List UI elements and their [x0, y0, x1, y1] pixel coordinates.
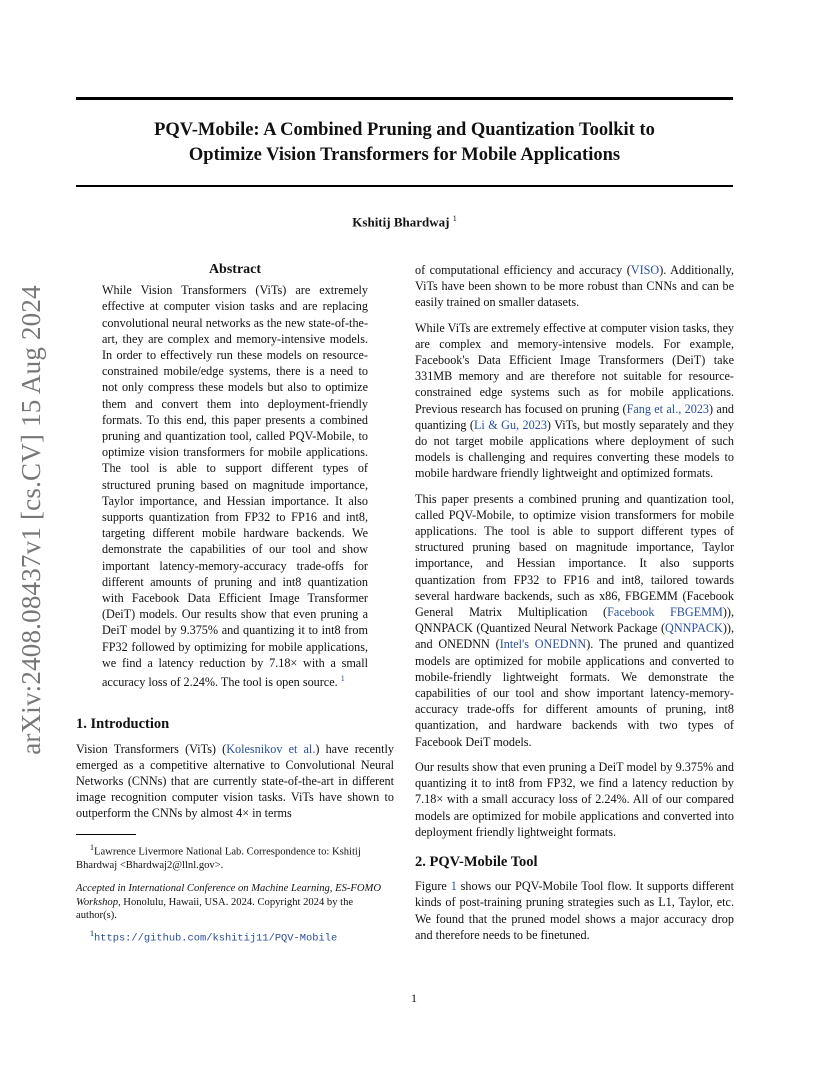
- title-line-2: Optimize Vision Transformers for Mobile Applications: [188, 145, 621, 165]
- title-bottom-rule: [76, 185, 733, 187]
- accepted-venue: Accepted in International Conference on Machine Learning, ES-FOMO Workshop: [76, 883, 381, 908]
- citation-li-gu[interactable]: Li & Gu, 2023: [473, 417, 547, 432]
- author-name: Kshitij Bhardwaj: [352, 214, 450, 230]
- title-top-rule: [76, 97, 733, 100]
- page-number: 1: [411, 991, 417, 1005]
- arxiv-stamp[interactable]: arXiv:2408.08437v1 [cs.CV] 15 Aug 2024: [16, 285, 46, 755]
- p2-text-d: ). The pruned and quantized models are optimized for mobile applications and converted to mobile-friendly lightweight formats. We demonstrate the capabilities of our tool and show important latency-memory-accuracy trade-offs for different amounts of pruning, int8 quantization, and hardware backends with two types of Facebook DeiT models.: [415, 637, 734, 749]
- url-mark: 1: [90, 929, 94, 939]
- introduction-heading: 1. Introduction: [76, 716, 170, 733]
- p4-text-a: Figure: [415, 879, 451, 894]
- abstract-text: [102, 282, 368, 690]
- p2-text-a: This paper presents a combined pruning and quantization tool, called PQV-Mobile, to optimize vision transformers for mobile applications. The tool is able to support different types of structured pruning based on magnitude importance, Taylor importance, and Hessian importance. It also supports quantization from FP32 to FP16 and int8, tailored towards several hardware backends, such as x86, FBGEMM (Facebook General Matrix Multiplication (: [415, 491, 734, 620]
- left-column: [76, 262, 394, 946]
- intro-text-b: ) have recently emerged as a competitive alternative to Convolutional Neural Networks (CNNs) that are currently state-of-the-art in different image recognition computer vision tasks. ViTs have shown to outperform the CNNs by almost 4× in terms: [76, 741, 394, 821]
- right-paragraph-2: [415, 491, 734, 750]
- abstract-body: While Vision Transformers (ViTs) are extremely effective at computer vision tasks and are replacing convolutional neural networks as the new state-of-the-art, they are complex and memory-intensive models. In order to effectively run these models on resource-constrained mobile/edge systems, there is a need to not only compress these models but also to optimize them and convert them into deployment-friendly formats. To this end, this paper presents a combined pruning and quantization tool, called PQV-Mobile, to optimize vision transformers for mobile applications. The tool is able to support different types of structured pruning based on magnitude importance, Taylor importance, and Hessian importance. It also supports quantization from FP32 to FP16 and int8, targeting different mobile hardware backends. We demonstrate the capabilities of our tool and show important latency-memory-accuracy trade-offs for different amounts of pruning and int8 quantization with Facebook Data Efficient Image Transformer (DeiT) models. Our results show that even pruning a DeiT model by 9.375% and quantizing it to int8 from FP32 followed by optimizing for mobile applications, we find a latency reduction by 7.18× with a small accuracy loss of 2.24%. The tool is open source.: [102, 283, 368, 690]
- p0-text-a: of computational efficiency and accuracy (: [415, 263, 631, 277]
- introduction-paragraph: [76, 741, 394, 822]
- p4-text-b: shows our PQV-Mobile Tool flow. It supports different kinds of post-training pruning strategies such as L1, Taylor, etc. We found that the pruned model shows a major accuracy drop and therefore needs to be finetuned.: [415, 879, 734, 942]
- p1-text-a: While ViTs are extremely effective at computer vision tasks, they are complex and memory-intensive models. For example, Facebook's Data Efficient Image Transformers (DeiT) take 331MB memory and are therefore not suitable for resource-constrained edge systems such as for mobile applications. Previous research has focused on pruning (: [415, 320, 734, 416]
- footnote-affiliation: [76, 841, 394, 873]
- affiliation-mark: 1: [90, 842, 94, 852]
- right-paragraph-1: [415, 320, 734, 482]
- citation-viso[interactable]: VISO: [630, 263, 660, 277]
- right-paragraph-0: [415, 262, 734, 311]
- p0-text-b: ). Additionally, ViTs have been shown to be more robust than CNNs and can be easily trained on smaller datasets.: [415, 263, 735, 310]
- right-column: [415, 262, 734, 952]
- intro-text-a: Vision Transformers (ViTs) (: [76, 741, 227, 756]
- paper-title: [76, 118, 733, 168]
- footnote-accepted: [76, 882, 394, 923]
- author-affiliation-mark: 1: [452, 214, 457, 223]
- citation-onednn[interactable]: Intel's ONEDNN: [499, 637, 587, 652]
- right-paragraph-3: Our results show that even pruning a DeiT model by 9.375% and quantizing it to int8 from FP32, we find a latency reduction by 7.18× with a small accuracy loss of 2.24%. All of our compared models are optimized for mobile applications and converted into deployment friendly lightweight formats.: [415, 759, 734, 839]
- affiliation-text: Lawrence Livermore National Lab. Correspondence to: Kshitij Bhardwaj <Bhardwaj2@llnl.gov>.: [76, 846, 361, 871]
- citation-fbgemm[interactable]: Facebook FBGEMM: [607, 605, 723, 620]
- section-2-heading: 2. PQV-Mobile Tool: [415, 853, 538, 870]
- figure-1-reference[interactable]: 1: [450, 879, 457, 894]
- abstract-heading: Abstract: [208, 262, 262, 277]
- p1-text-b: ) and quantizing (: [415, 401, 735, 432]
- github-link[interactable]: https://github.com/kshitij11/PQV-Mobile: [94, 932, 338, 945]
- p1-text-c: ) ViTs, but mostly separately and they do not target mobile applications where deployment of such models is challenging and requires converting these models to mobile hardware friendly lightweight and optimized formats.: [415, 417, 734, 481]
- accepted-rest: , Honolulu, Hawaii, USA. 2024. Copyright 2024 by the author(s).: [76, 896, 354, 922]
- author-line: [76, 214, 733, 230]
- footnote-rule: [76, 834, 136, 835]
- citation-qnnpack[interactable]: QNNPACK: [665, 621, 723, 636]
- citation-kolesnikov[interactable]: Kolesnikov et al.: [226, 741, 316, 756]
- p2-text-b: )), QNNPACK (Quantized Neural Network Package (: [415, 605, 734, 636]
- citation-fang[interactable]: Fang et al., 2023: [626, 401, 710, 416]
- footnote-url: [76, 927, 394, 946]
- abstract-footnote-link[interactable]: 1: [340, 674, 345, 684]
- p2-text-c: )), and ONEDNN (: [415, 621, 734, 652]
- right-paragraph-4: [415, 878, 734, 943]
- title-line-1: PQV-Mobile: A Combined Pruning and Quantization Toolkit to: [154, 120, 655, 140]
